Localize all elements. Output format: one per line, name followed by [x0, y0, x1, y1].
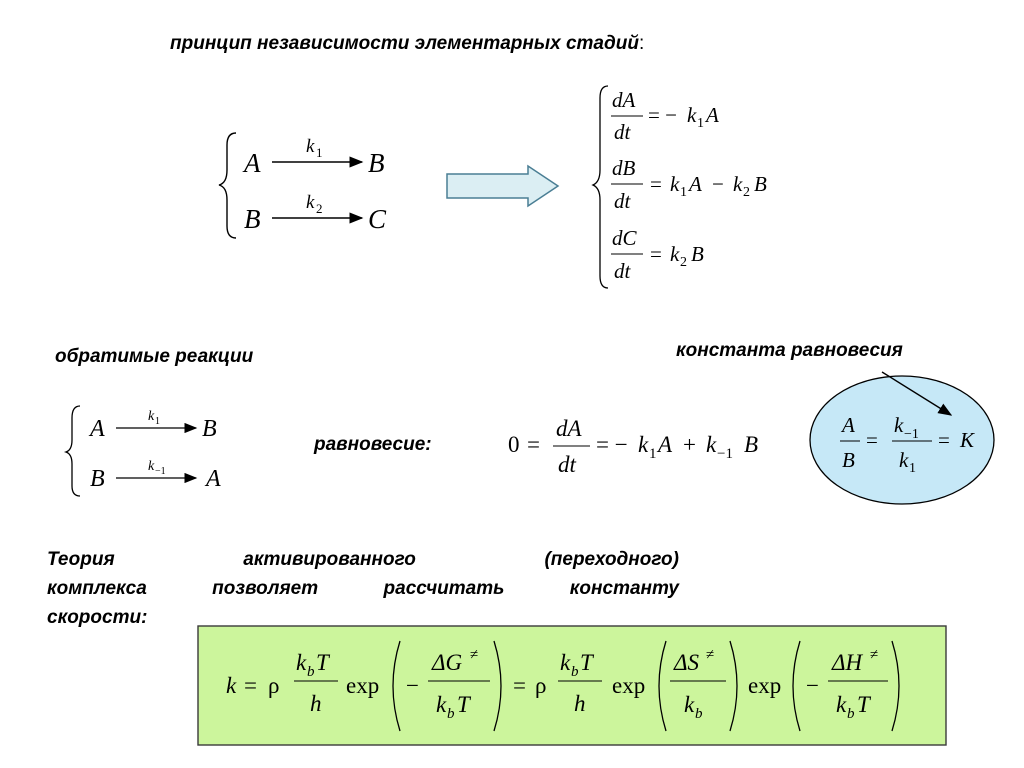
ode2-eq: = — [650, 172, 662, 196]
scheme1-B2: B — [244, 204, 261, 234]
eq-A: A — [658, 432, 673, 457]
ey-dG: ΔG — [432, 650, 463, 675]
ey-exp-2: exp — [612, 673, 646, 698]
ode2-A: A — [689, 172, 702, 196]
ode-brace — [593, 86, 608, 288]
eq-equals-1: = — [527, 432, 540, 457]
ode-system — [593, 86, 767, 288]
eq-k1-index: 1 — [649, 446, 657, 462]
ey-dG-neq: ≠ — [470, 647, 479, 663]
kc-den-k: k — [899, 448, 909, 472]
ey-rho-1: ρ — [268, 673, 280, 698]
eq-km1-index: −1 — [717, 446, 733, 462]
ode1-k-index: 1 — [697, 116, 704, 131]
ey-f3-k: k — [560, 650, 571, 675]
ode1-num: dA — [612, 88, 636, 112]
scheme2-k1-index: 1 — [155, 416, 160, 427]
ey-dS-neq: ≠ — [706, 647, 715, 663]
scheme2-A2: A — [206, 466, 221, 492]
ode2-k1-index: 1 — [680, 185, 687, 200]
kc-eq-2: = — [938, 428, 950, 452]
ey-dH: ΔH — [832, 650, 863, 675]
ey-f1-T: T — [316, 650, 329, 675]
ode3-k2: k — [670, 242, 680, 266]
eq-zero: 0 — [508, 432, 520, 457]
ey-exp-3: exp — [748, 673, 782, 698]
equilibrium-constant-label: константа равновесия — [676, 340, 903, 361]
block-arrow — [447, 166, 558, 206]
ode3-num: dC — [612, 226, 637, 250]
ey-dH-neq: ≠ — [870, 647, 879, 663]
kc-den-B: B — [842, 448, 855, 472]
ode2-k2: k — [733, 172, 743, 196]
ey-f5-b: b — [847, 706, 855, 722]
title-text: принцип независимости элементарных стадий — [170, 33, 639, 54]
ode1-eq-minus: = − — [648, 103, 677, 127]
ey-f5-k: k — [836, 692, 847, 717]
ey-f5-T: T — [857, 692, 870, 717]
eq-equals-minus: = − — [596, 432, 628, 457]
scheme2-km1-index: −1 — [155, 466, 166, 477]
kc-num-A: A — [842, 413, 855, 437]
reversible-reactions-label: обратимые реакции — [55, 346, 254, 367]
reaction-scheme-1 — [219, 133, 387, 238]
ey-minus-1: − — [406, 673, 419, 698]
ode2-k2-index: 2 — [743, 185, 750, 200]
scheme1-k1: k — [306, 136, 315, 157]
ode2-k1: k — [670, 172, 680, 196]
eq-k1: k — [638, 432, 649, 457]
ey-f1-h: h — [310, 691, 322, 716]
eq-B: B — [744, 432, 759, 457]
title-colon: : — [638, 33, 645, 54]
ode3-den: dt — [614, 259, 631, 283]
equilibrium-equation — [508, 416, 758, 477]
ode3-eq: = — [650, 242, 662, 266]
kc-den-index: 1 — [909, 461, 916, 476]
scheme1-A: A — [244, 148, 261, 178]
ey-dS: ΔS — [674, 650, 699, 675]
theory-line-1: Теория активированного (переходного) — [47, 549, 679, 570]
kc-eq-1: = — [866, 428, 878, 452]
ode2-num: dB — [612, 156, 636, 180]
scheme1-k2: k — [306, 192, 315, 213]
ode1-den: dt — [614, 120, 631, 144]
scheme1-k1-index: 1 — [316, 145, 323, 160]
ode3-B: B — [691, 242, 704, 266]
kc-num-k: k — [894, 413, 904, 437]
ey-eq-1: = — [244, 673, 257, 698]
scheme1-k2-index: 2 — [316, 201, 323, 216]
scheme2-k1: k — [148, 409, 155, 424]
theory-line-2: комплекса позволяет рассчитать константу — [47, 578, 679, 599]
ey-f2-k: k — [436, 692, 447, 717]
scheme2-km1: k — [148, 459, 155, 474]
ey-f2-b: b — [447, 706, 455, 722]
ey-f1-k: k — [296, 650, 307, 675]
eq-num: dA — [556, 416, 582, 441]
ode3-k2-index: 2 — [680, 255, 687, 270]
scheme1-C: C — [368, 204, 387, 234]
reaction-scheme-2 — [66, 406, 221, 496]
eq-plus: + — [683, 432, 696, 457]
ode2-minus: − — [712, 172, 724, 196]
ey-minus-2: − — [806, 673, 819, 698]
ey-f2-T: T — [457, 692, 470, 717]
ey-k: k — [226, 673, 237, 698]
ey-f4-k: k — [684, 692, 695, 717]
kc-K: K — [960, 428, 975, 452]
kc-num-index: −1 — [904, 427, 919, 442]
ode2-den: dt — [614, 189, 631, 213]
ey-f3-T: T — [580, 650, 593, 675]
theory-line-3: скорости: — [47, 607, 148, 628]
eyring-box — [198, 626, 946, 745]
scheme2-brace — [66, 406, 80, 496]
ey-f3-h: h — [574, 691, 586, 716]
scheme1-B: B — [368, 148, 385, 178]
eq-km1: k — [706, 432, 717, 457]
ey-f3-b: b — [571, 664, 579, 680]
ey-rho-2: ρ — [535, 673, 547, 698]
scheme2-B2: B — [90, 466, 105, 492]
ey-f4-b: b — [695, 706, 703, 722]
ode2-B: B — [754, 172, 767, 196]
scheme2-A: A — [90, 416, 105, 442]
ode1-k: k — [687, 103, 697, 127]
ey-exp-1: exp — [346, 673, 380, 698]
ey-eq-2: = — [513, 673, 526, 698]
ode1-A: A — [706, 103, 719, 127]
scheme2-B: B — [202, 416, 217, 442]
equilibrium-label: равновесие: — [314, 434, 432, 455]
eq-den: dt — [558, 452, 576, 477]
ey-f1-b: b — [307, 664, 315, 680]
scheme1-brace — [219, 133, 236, 238]
